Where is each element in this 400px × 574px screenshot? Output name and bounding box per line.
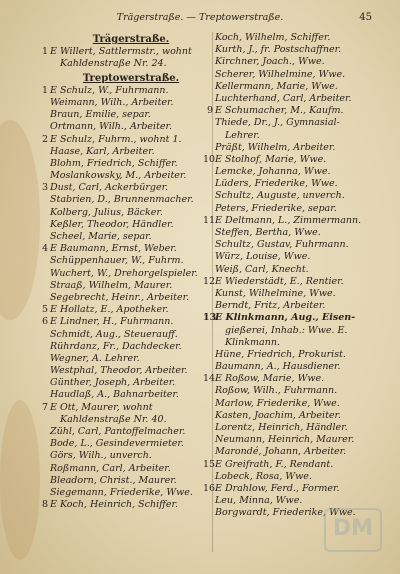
- house-number: 12: [203, 275, 216, 287]
- directory-entry: [215, 398, 377, 410]
- house-number: 8: [41, 499, 48, 511]
- directory-entry: [50, 170, 212, 182]
- directory-entry: [215, 385, 377, 397]
- entry-text: Schultz, Gustav, Fuhrmann.: [215, 239, 349, 251]
- house-number: 14: [203, 373, 216, 385]
- directory-entry: [50, 414, 212, 426]
- directory-entry: [41, 304, 212, 316]
- entry-text: Braun, Emilie, separ.: [50, 109, 151, 121]
- directory-entry: [215, 56, 377, 68]
- directory-entry: [215, 44, 377, 56]
- directory-entry: [215, 69, 377, 81]
- house-number: 10: [203, 153, 216, 165]
- entry-text: Kurth, J., fr. Postschaffner.: [215, 44, 342, 56]
- directory-entry: [50, 280, 212, 292]
- directory-entry: [50, 365, 212, 377]
- directory-entry: [215, 471, 377, 483]
- house-number: 16: [203, 482, 216, 494]
- entry-text: Peters, Friederike, separ.: [215, 202, 337, 214]
- entry-text: Baumann, A., Hausdiener.: [215, 361, 341, 373]
- entry-text: Weimann, Wilh., Arbeiter.: [50, 96, 174, 108]
- entry-text: Siegemann, Friederike, Wwe.: [50, 486, 193, 498]
- entry-text: E Hollatz, E., Apotheker.: [50, 304, 169, 316]
- directory-entry: [215, 178, 377, 190]
- directory-entry: [50, 450, 212, 462]
- directory-entry: [41, 401, 212, 414]
- directory-entry: [50, 377, 212, 389]
- entry-text: Kunst, Wilhelmine, Wwe.: [215, 287, 336, 299]
- house-number: 1: [41, 84, 48, 96]
- entry-text: E Koch, Heinrich, Schiffer.: [50, 499, 178, 511]
- entry-text: Westphal, Theodor, Arbeiter.: [50, 365, 188, 377]
- entry-text: Moslankowsky, M., Arbeiter.: [50, 170, 187, 182]
- entry-text: E Stolhof, Marie, Wwe.: [215, 153, 327, 165]
- entry-text: E Roßow, Marie, Wwe.: [215, 373, 325, 385]
- entry-text: Segebrecht, Heinr., Arbeiter.: [50, 291, 190, 303]
- entry-text: Scheel, Marie, separ.: [50, 231, 152, 242]
- directory-entry: [50, 292, 212, 304]
- directory-entry: [215, 32, 377, 44]
- entry-text: E Schulz, W., Fuhrmann.: [50, 84, 169, 96]
- running-head: Trägerstraße. — Treptowerstraße.: [116, 12, 284, 23]
- entry-text: Ortmann, Wilh., Arbeiter.: [50, 121, 173, 133]
- entry-text: Lüders, Friederike, Wwe.: [215, 178, 338, 190]
- entry-text: Lobeck, Rosa, Wwe.: [215, 470, 312, 482]
- directory-entry: [41, 316, 212, 328]
- directory-entry: [50, 109, 212, 121]
- entry-text: Wegner, A. Lehrer.: [50, 352, 140, 364]
- directory-entry: [50, 231, 212, 243]
- directory-entry: [215, 349, 377, 361]
- directory-entry: [50, 207, 212, 219]
- directory-entry: [215, 361, 377, 373]
- directory-entry: [50, 329, 212, 341]
- house-number: 4: [41, 243, 48, 255]
- entry-text: Kahldenstraße Nr. 40.: [60, 413, 167, 425]
- entry-text: Görs, Wilh., unverch.: [50, 450, 152, 462]
- directory-entry: [203, 458, 377, 471]
- directory-entry: [215, 203, 377, 215]
- directory-entry: [50, 255, 212, 267]
- directory-entry: [215, 93, 377, 105]
- entry-text: Kasten, Joachim, Arbeiter.: [215, 409, 342, 421]
- directory-entry: [41, 84, 212, 97]
- directory-entry: [215, 264, 377, 276]
- entry-text: Leu, Minna, Wwe.: [215, 495, 303, 507]
- right-column: [203, 32, 377, 520]
- directory-entry: [50, 341, 212, 353]
- directory-entry: [215, 166, 377, 178]
- entry-text: Berndt, Fritz, Arbeiter.: [215, 300, 326, 312]
- directory-entry: [215, 227, 377, 239]
- directory-entry: [215, 130, 377, 142]
- directory-entry: [215, 300, 377, 312]
- entry-text: Lemcke, Johanna, Wwe.: [215, 166, 331, 178]
- directory-entry: [50, 475, 212, 487]
- directory-entry: [215, 288, 377, 300]
- entry-text: Luchterhand, Carl, Arbeiter.: [215, 92, 352, 104]
- entry-text: Scherer, Wilhelmine, Wwe.: [215, 68, 346, 80]
- entry-text: E Ott, Maurer, wohnt: [50, 401, 153, 413]
- directory-entry: [203, 482, 377, 495]
- directory-entry: [203, 373, 377, 385]
- entry-text: E Schulz, Fuhrm., wohnt 1.: [50, 133, 182, 145]
- entry-text: Blohm, Friedrich, Schiffer.: [50, 157, 178, 169]
- entry-text: Stabrien, D., Brunnenmacher.: [50, 194, 194, 206]
- entry-text: Klinkmann.: [225, 336, 280, 348]
- directory-entry: [215, 190, 377, 202]
- directory-entry: [215, 434, 377, 446]
- directory-entry: [215, 239, 377, 251]
- directory-entry: [50, 97, 212, 109]
- directory-entry: [215, 117, 377, 129]
- page-header: [0, 12, 400, 26]
- entry-text: Neumann, Heinrich, Maurer.: [215, 434, 355, 446]
- house-number: 2: [41, 133, 48, 145]
- entry-text: Lorentz, Heinrich, Händler.: [215, 422, 348, 433]
- entry-text: Haudlaß, A., Bahnarbeiter.: [50, 389, 179, 401]
- house-number: 3: [41, 182, 48, 194]
- house-number: 7: [41, 401, 48, 413]
- entry-text: Trägerstraße.: [92, 34, 170, 45]
- directory-entry: [50, 463, 212, 475]
- entry-text: Hüne, Friedrich, Prokurist.: [215, 348, 346, 360]
- entry-text: E Willert, Sattlermstr., wohnt: [50, 46, 192, 58]
- entry-text: E Baumann, Ernst, Weber.: [50, 243, 177, 255]
- directory-entry: [41, 46, 212, 58]
- entry-text: Rührdanz, Fr., Dachdecker.: [50, 340, 182, 352]
- directory-entry: [203, 153, 377, 166]
- house-number: 15: [203, 458, 216, 470]
- entry-text: Bode, L., Gesindevermieter.: [50, 438, 184, 450]
- entry-text: E Greifrath, F., Rendant.: [215, 458, 334, 470]
- directory-entry: [215, 251, 377, 263]
- house-number: 13: [203, 312, 217, 324]
- street-heading: [50, 73, 212, 85]
- entry-text: Wuchert, W., Drehorgelspieler.: [50, 267, 198, 279]
- entry-text: Marlow, Friederike, Wwe.: [215, 397, 340, 409]
- directory-entry: [50, 219, 212, 231]
- page-stain: [0, 120, 40, 320]
- entry-text: Keßler, Theodor, Händler.: [50, 218, 174, 230]
- entry-text: Koch, Wilhelm, Schiffer.: [215, 32, 331, 43]
- entry-text: Schüppenhauer, W., Fuhrm.: [50, 255, 184, 267]
- entry-text: Dust, Carl, Ackerbürger.: [50, 182, 169, 194]
- house-number: 6: [41, 316, 48, 328]
- house-number: 9: [206, 105, 213, 117]
- directory-entry: [50, 146, 212, 158]
- house-number: 5: [41, 304, 48, 316]
- directory-entry: [215, 81, 377, 93]
- directory-entry: [50, 121, 212, 133]
- entry-text: Roßmann, Carl, Arbeiter.: [50, 462, 171, 474]
- entry-text: Thiede, Dr., J., Gymnasial-: [215, 117, 340, 129]
- directory-entry: [50, 353, 212, 365]
- street-heading: [50, 34, 212, 46]
- entry-text: Würz, Louise, Wwe.: [215, 251, 311, 263]
- directory-entry: [203, 312, 377, 324]
- entry-text: E Schumacher, M., Kaufm.: [215, 105, 344, 117]
- house-number: 1: [41, 46, 48, 58]
- watermark-logo: DM: [324, 508, 382, 552]
- entry-text: Haase, Karl, Arbeiter.: [50, 145, 155, 157]
- directory-entry: [203, 275, 377, 288]
- entry-text: E Drahlow, Ferd., Former.: [215, 482, 340, 494]
- directory-entry: [215, 422, 377, 434]
- entry-text: E Klinkmann, Aug., Eisen-: [215, 312, 356, 324]
- directory-entry: [206, 105, 377, 117]
- directory-entry: [50, 58, 212, 70]
- entry-text: Kirchner, Joach., Wwe.: [215, 56, 325, 68]
- entry-text: Schultz, Auguste, unverch.: [215, 190, 345, 202]
- directory-entry: [41, 243, 212, 255]
- page-stain: [0, 400, 40, 560]
- directory-entry: [215, 410, 377, 422]
- directory-entry: [41, 182, 212, 194]
- directory-entry: [50, 487, 212, 499]
- entry-text: Schmidt, Aug., Steuerauff.: [50, 328, 178, 340]
- directory-entry: [50, 389, 212, 401]
- entry-text: Steffen, Bertha, Wwe.: [215, 227, 321, 238]
- directory-entry: [41, 133, 212, 146]
- directory-entry: [50, 268, 212, 280]
- entry-text: Treptowerstraße.: [82, 72, 180, 84]
- directory-entry: [50, 438, 212, 450]
- entry-text: Kahldenstraße Nr. 24.: [60, 58, 167, 70]
- directory-entry: [203, 214, 377, 227]
- entry-text: Günther, Joseph, Arbeiter.: [50, 377, 176, 389]
- entry-text: Kolberg, Julius, Bäcker.: [50, 206, 163, 218]
- entry-text: gießerei, Inhab.: Wwe. E.: [225, 324, 348, 336]
- directory-entry: [41, 499, 212, 511]
- directory-entry: [215, 495, 377, 507]
- page-number: 45: [359, 12, 372, 23]
- entry-text: Bleadorn, Christ., Maurer.: [50, 474, 177, 486]
- entry-text: Zühl, Carl, Pantoffelmacher.: [50, 426, 186, 437]
- directory-entry: [215, 337, 377, 349]
- entry-text: Kellermann, Marie, Wwe.: [215, 80, 338, 92]
- entry-text: Roßow, Wilh., Fuhrmann.: [215, 385, 338, 397]
- entry-text: Weiß, Carl, Knecht.: [215, 263, 309, 275]
- directory-entry: [50, 426, 212, 438]
- directory-entry: [50, 158, 212, 170]
- entry-text: Borgwardt, Friederike, Wwe.: [215, 507, 356, 519]
- directory-entry: [215, 446, 377, 458]
- entry-text: Präßt, Wilhelm, Arbeiter.: [215, 141, 336, 153]
- entry-text: E Lindner, H., Fuhrmann.: [50, 316, 174, 328]
- directory-entry: [215, 142, 377, 154]
- entry-text: E Deltmann, L., Zimmermann.: [215, 214, 362, 226]
- entry-text: E Wiederstädt, E., Rentier.: [215, 275, 344, 287]
- entry-text: Straaß, Wilhelm, Maurer.: [50, 279, 173, 291]
- directory-entry: [215, 325, 377, 337]
- entry-text: Lehrer.: [225, 129, 260, 141]
- directory-entry: [50, 194, 212, 206]
- entry-text: Marondé, Johann, Arbeiter.: [215, 446, 347, 458]
- left-column: [41, 32, 217, 511]
- house-number: 11: [203, 214, 216, 226]
